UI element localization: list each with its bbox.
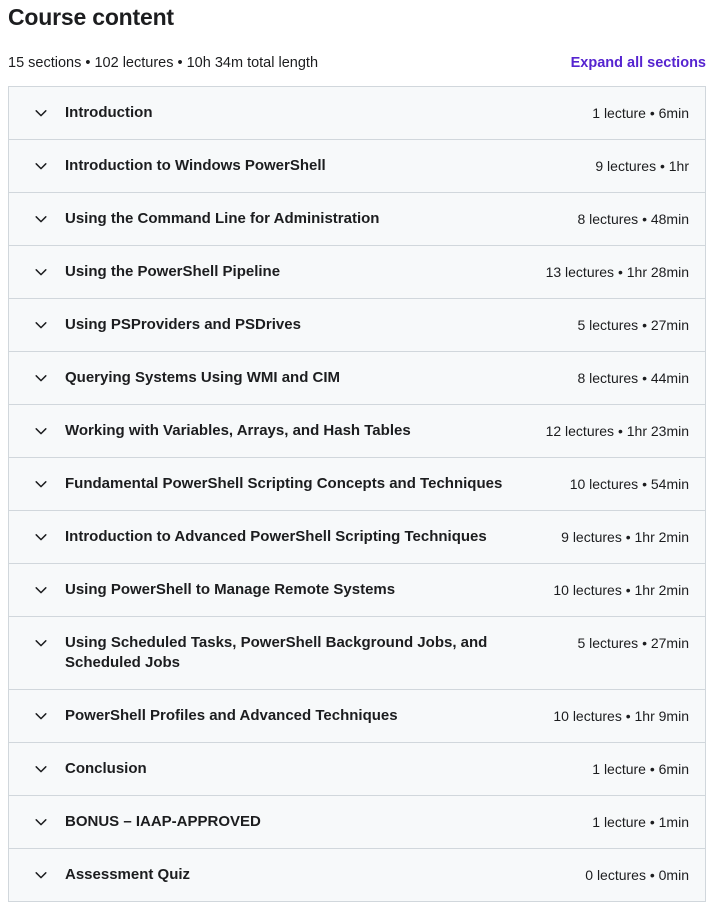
- section-title: Querying Systems Using WMI and CIM: [65, 369, 341, 386]
- section-title: Using the PowerShell Pipeline: [65, 263, 281, 280]
- expand-all-sections-link[interactable]: Expand all sections: [570, 55, 706, 71]
- chevron-down-icon: [33, 527, 49, 547]
- section-meta: 10 lectures • 1hr 9min: [553, 708, 689, 724]
- course-content-accordion: [8, 86, 706, 902]
- chevron-down-icon: [33, 865, 49, 885]
- page-title: Course content: [8, 4, 174, 30]
- section-row[interactable]: [9, 299, 705, 352]
- section-row[interactable]: [9, 564, 705, 617]
- chevron-down-icon: [33, 209, 49, 229]
- section-row[interactable]: [9, 796, 705, 849]
- chevron-down-icon: [33, 759, 49, 779]
- section-row[interactable]: [9, 617, 705, 690]
- section-row[interactable]: [9, 246, 705, 299]
- section-meta: 8 lectures • 48min: [577, 211, 689, 227]
- course-summary-bar: [8, 55, 706, 71]
- section-row[interactable]: [9, 140, 705, 193]
- chevron-down-icon: [33, 421, 49, 441]
- section-title: Using PSProviders and PSDrives: [65, 316, 301, 333]
- section-meta: 12 lectures • 1hr 23min: [545, 423, 689, 439]
- section-title: Using the Command Line for Administration: [65, 210, 380, 227]
- section-row[interactable]: [9, 352, 705, 405]
- section-row[interactable]: [9, 743, 705, 796]
- chevron-down-icon: [33, 103, 49, 123]
- section-meta: 10 lectures • 1hr 2min: [553, 582, 689, 598]
- chevron-down-icon: [33, 706, 49, 726]
- chevron-down-icon: [33, 812, 49, 832]
- section-row[interactable]: [9, 690, 705, 743]
- chevron-down-icon: [33, 315, 49, 335]
- chevron-down-icon: [33, 633, 49, 653]
- section-meta: 5 lectures • 27min: [577, 635, 689, 651]
- section-row[interactable]: [9, 511, 705, 564]
- section-meta: 13 lectures • 1hr 28min: [545, 264, 689, 280]
- section-row[interactable]: [9, 849, 705, 901]
- section-title: Working with Variables, Arrays, and Hash Tables: [65, 422, 411, 439]
- course-summary-text: 15 sections • 102 lectures • 10h 34m total length: [8, 55, 319, 71]
- section-meta: 9 lectures • 1hr 2min: [561, 529, 689, 545]
- chevron-down-icon: [33, 368, 49, 388]
- section-meta: 5 lectures • 27min: [577, 317, 689, 333]
- section-title: Conclusion: [65, 760, 147, 777]
- section-row[interactable]: [9, 405, 705, 458]
- section-meta: 1 lecture • 6min: [592, 105, 689, 121]
- section-title: PowerShell Profiles and Advanced Techniques: [65, 707, 398, 724]
- section-meta: 0 lectures • 0min: [585, 867, 689, 883]
- section-meta: 1 lecture • 6min: [592, 761, 689, 777]
- section-title: Introduction to Windows PowerShell: [65, 157, 326, 174]
- section-title: Using PowerShell to Manage Remote Systems: [65, 581, 396, 598]
- chevron-down-icon: [33, 262, 49, 282]
- section-row[interactable]: [9, 87, 705, 140]
- chevron-down-icon: [33, 474, 49, 494]
- chevron-down-icon: [33, 580, 49, 600]
- section-title: Introduction: [65, 104, 153, 121]
- section-title: Fundamental PowerShell Scripting Concepts and Techniques: [65, 475, 503, 492]
- section-meta: 9 lectures • 1hr: [595, 158, 689, 174]
- chevron-down-icon: [33, 156, 49, 176]
- section-row[interactable]: [9, 458, 705, 511]
- section-meta: 1 lecture • 1min: [592, 814, 689, 830]
- section-title: Assessment Quiz: [65, 866, 191, 883]
- section-title: BONUS – IAAP-APPROVED: [65, 813, 261, 830]
- section-row[interactable]: [9, 193, 705, 246]
- section-title: Using Scheduled Tasks, PowerShell Background Jobs, and Scheduled Jobs: [65, 634, 488, 671]
- section-meta: 10 lectures • 54min: [569, 476, 689, 492]
- section-title: Introduction to Advanced PowerShell Scripting Techniques: [65, 528, 487, 545]
- section-meta: 8 lectures • 44min: [577, 370, 689, 386]
